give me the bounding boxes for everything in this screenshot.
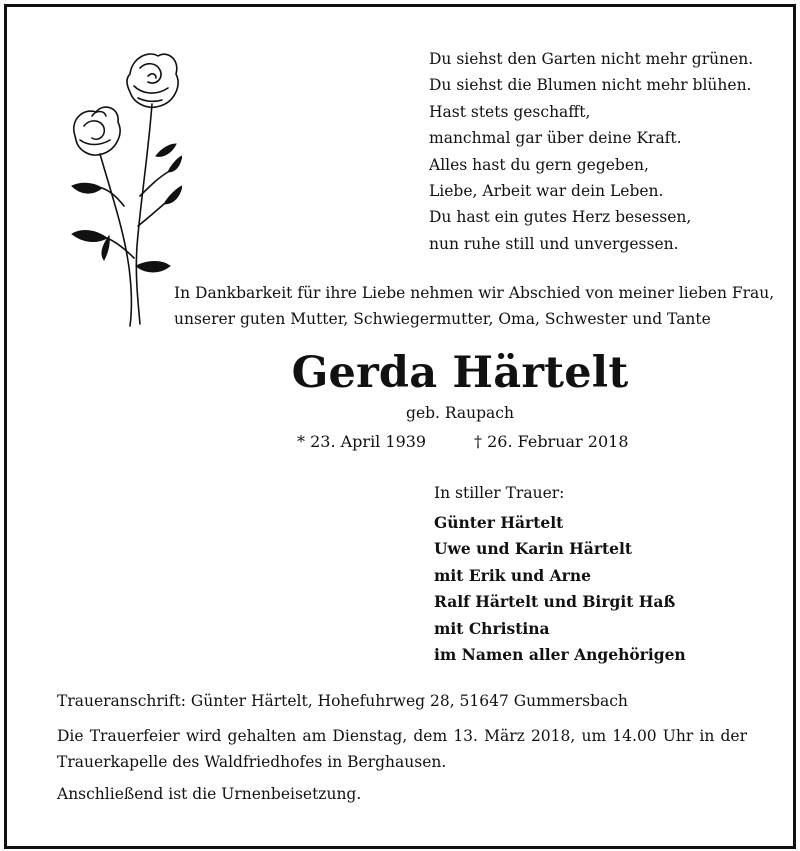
deceased-name: Gerda Härtelt [291,348,629,398]
poem-line: nun ruhe still und unvergessen. [429,234,679,253]
mourner-name: im Namen aller Angehörigen [434,645,686,665]
poem-line: Du hast ein gutes Herz besessen, [429,208,692,227]
death-date: † 26. Februar 2018 [474,432,629,451]
mourning-address: Traueranschrift: Günter Härtelt, Hohefuhrweg 28, 51647 Gummersbach [57,692,628,710]
poem [429,46,753,257]
mourner-name: Ralf Härtelt und Birgit Haß [434,592,676,612]
ceremony-line: Trauerkapelle des Waldfriedhofes in Berghausen. [57,753,447,771]
mourner-name: mit Christina [434,618,550,638]
birth-name: geb. Raupach [406,404,514,422]
mourner-name: Uwe und Karin Härtelt [434,539,633,559]
birth-date: * 23. April 1939 [297,432,427,451]
poem-line: Du siehst den Garten nicht mehr grünen. [429,50,754,68]
poem-line: Du siehst die Blumen nicht mehr blühen. [429,76,752,95]
farewell-line: unserer guten Mutter, Schwiegermutter, Oma, Schwester und Tante [174,310,711,328]
urn-burial-note: Anschließend ist die Urnenbeisetzung. [57,785,362,803]
farewell-text [174,280,774,332]
ceremony-info [57,723,747,775]
rose-icon [52,46,182,331]
mourners-list [434,510,686,668]
poem-line: manchmal gar über deine Kraft. [429,129,682,148]
poem-line: Liebe, Arbeit war dein Leben. [429,182,664,201]
mourners-label: In stiller Trauer: [434,484,565,502]
mourner-name: Günter Härtelt [434,513,564,532]
farewell-line: In Dankbarkeit für ihre Liebe nehmen wir Abschied von meiner lieben Frau, [174,284,775,302]
poem-line: Hast stets geschafft, [429,102,591,121]
mourner-name: mit Erik und Arne [434,565,591,585]
ceremony-line: Die Trauerfeier wird gehalten am Dienstag, dem 13. März 2018, um 14.00 Uhr in der [57,727,747,745]
poem-line: Alles hast du gern gegeben, [429,155,649,174]
